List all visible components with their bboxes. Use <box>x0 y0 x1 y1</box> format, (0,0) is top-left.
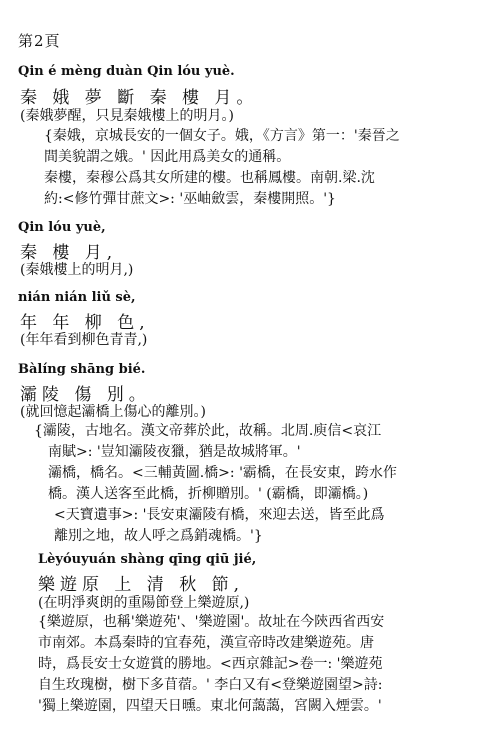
pinyin-line: Lèyóuyuán shàng qīng qiū jié, <box>38 552 257 567</box>
annotation-line: '獨上樂遊園，四望天日曛。東北何藹藹，宮闕入煙雲。' <box>38 698 382 714</box>
annotation-line: 灞橋，橋名。<三輔黃圖.橋>: '霸橋，在長安東，跨水作 <box>48 465 397 481</box>
annotation-line: 南賦>: '豈知灞陵夜獵，猶是故城將軍。' <box>48 444 301 460</box>
translation-line: (在明淨爽朗的重陽節登上樂遊原,) <box>38 595 250 611</box>
annotation-block <box>44 126 400 210</box>
poem-line: 樂遊原 上 清 秋 節, <box>38 575 245 595</box>
annotation-line: 自生玫瑰樹，樹下多苜蓿。' 李白又有<登樂遊園望>詩: <box>38 677 383 693</box>
translation-line: (年年看到柳色青青,) <box>20 332 148 348</box>
annotation-line: 市南郊。本爲秦時的宜春苑，漢宣帝時改建樂遊苑。唐 <box>38 635 374 651</box>
annotation-line: 約:<修竹彈甘蔗文>: '巫岫斂雲，秦樓開照。'} <box>44 191 336 207</box>
annotation-block <box>34 421 397 547</box>
annotation-line: <天寶遺事>: '長安東灞陵有橋，來迎去送，皆至此爲 <box>54 507 385 523</box>
translation-line: (秦娥夢醒，只見秦娥樓上的明月。) <box>20 108 234 124</box>
pinyin-line: Bàlíng shāng bié. <box>18 362 146 377</box>
annotation-line: 時，爲長安士女遊賞的勝地。<西京雜記>卷一: '樂遊苑 <box>38 656 383 672</box>
page-label: 第2頁 <box>18 32 61 50</box>
pinyin-line: nián nián liǔ sè, <box>18 290 136 305</box>
poem-line: 灞陵 傷 別。 <box>20 385 151 405</box>
annotation-line: {灞陵，古地名。漢文帝葬於此，故稱。北周.庾信<哀江 <box>34 423 382 439</box>
poem-line: 秦 娥 夢 斷 秦 樓 月。 <box>20 88 259 108</box>
pinyin-line: Qin lóu yuè, <box>18 220 106 235</box>
annotation-line: {樂遊原，也稱'樂遊苑'、'樂遊園'。故址在今陝西省西安 <box>38 614 385 630</box>
translation-line: (秦娥樓上的明月,) <box>20 262 134 278</box>
poem-line: 秦 樓 月, <box>20 243 118 263</box>
annotation-line: 離別之地，故人呼之爲銷魂橋。'} <box>54 528 263 544</box>
annotation-line: 橋。漢人送客至此橋，折柳贈別。' (霸橋，即灞橋。) <box>48 486 369 502</box>
poem-line: 年 年 柳 色, <box>20 313 150 333</box>
annotation-block <box>38 612 384 717</box>
annotation-line: 間美貌謂之娥。' 因此用爲美女的通稱。 <box>44 149 291 165</box>
annotation-line: 秦樓，秦穆公爲其女所建的樓。也稱鳳樓。南朝.梁.沈 <box>44 170 375 186</box>
annotation-line: {秦娥，京城長安的一個女子。娥，《方言》第一：'秦晉之 <box>44 128 400 144</box>
pinyin-line: Qin é mèng duàn Qin lóu yuè. <box>18 64 235 79</box>
translation-line: (就回憶起灞橋上傷心的離別。) <box>20 404 206 420</box>
